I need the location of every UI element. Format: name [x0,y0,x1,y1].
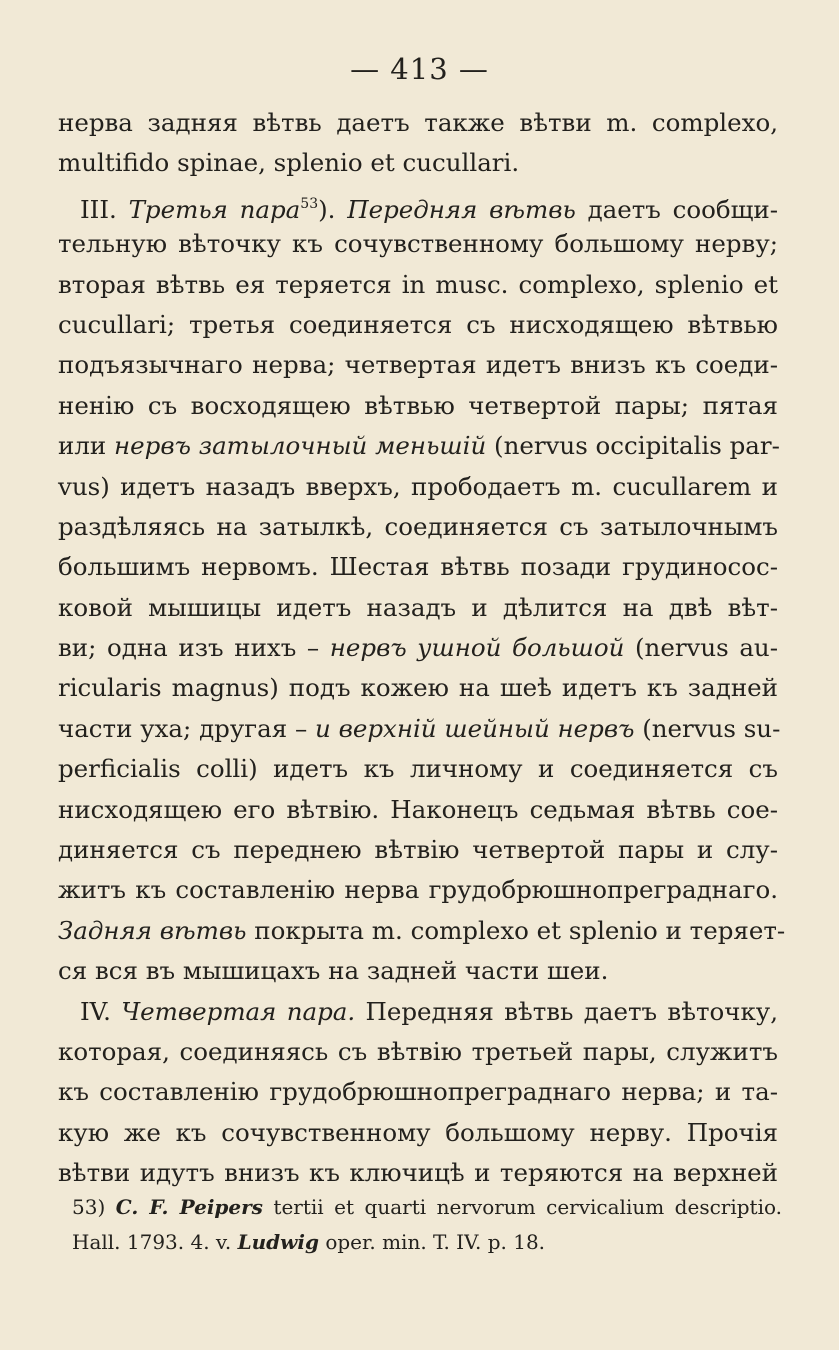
italic-term: Ludwig [237,1230,319,1254]
body-line [58,184,778,224]
body-line [58,426,778,466]
body-line [58,1153,778,1193]
text-run: вторая вѣтвь ея теряется in musc. complexo, splenio et [58,269,778,299]
text-run: Передняя вѣтвь даетъ вѣточку, [355,996,778,1026]
italic-term: Четвертая пара. [121,996,356,1026]
italic-term: и верхній шейный нервъ [315,713,635,743]
body-line [58,830,778,870]
text-run: ковой мышицы идетъ назадъ и дѣлится на двѣ вѣт- [58,592,778,622]
text-run: III. [80,194,129,224]
body-line [58,547,778,587]
footnote-line [72,1190,782,1225]
body-line [58,588,778,628]
text-run: кую же къ сочувственному большому нерву. Прочія [58,1117,778,1147]
text-run: tertii et quarti nervorum cervicalium descriptio. [262,1195,783,1219]
text-run: нисходящею его вѣтвію. Наконецъ седьмая вѣтвь сое- [58,794,778,824]
body-line [58,870,778,910]
body-line [58,467,778,507]
footnote-line [72,1225,782,1260]
text-run: диняется съ переднею вѣтвію четвертой пары и слу- [58,835,778,865]
body-line [58,1072,778,1112]
body-text [58,103,786,1194]
text-run: подъязычнаго нерва; четвертая идетъ внизъ къ соеди- [58,350,778,380]
text-run: покрыта m. complexo et splenio и теряет- [246,915,786,945]
text-run: даетъ сообщи- [575,194,778,224]
footnote [72,1190,782,1260]
body-line [58,749,778,789]
text-run: части уха; другая – [58,713,315,743]
text-run: ви; одна изъ нихъ – [58,633,330,663]
body-line [58,265,778,305]
body-line [58,668,778,708]
body-line [58,951,778,991]
body-line [58,628,778,668]
text-run: тельную вѣточку къ сочувственному большому нерву; [58,229,778,259]
text-run: вѣтви идутъ внизъ къ ключицѣ и теряются на верхней [58,1158,778,1188]
text-run: (nervus au- [624,633,778,663]
text-run: къ составленію грудобрюшнопреграднаго нерва; и та- [58,1077,778,1107]
body-line [58,103,778,143]
body-line [58,1113,778,1153]
text-run: (nervus occipitalis par- [486,431,780,461]
body-line [58,507,778,547]
text-run: ненію съ восходящею вѣтвью четвертой пары; пятая [58,390,778,420]
text-run: vus) идетъ назадъ вверхъ, прободаетъ m. cucullarem и [58,471,778,501]
body-line [58,992,778,1032]
italic-term: C. F. Peipers [115,1195,263,1219]
page-number: — 413 — [350,52,489,86]
text-run: perficialis colli) идетъ къ личному и соединяется съ [58,754,778,784]
text-run: Hall. 1793. 4. v. [72,1230,238,1254]
footnote-marker: 53 [300,195,319,212]
paragraph [58,992,778,1194]
italic-term: Передняя вѣтвь [347,194,576,224]
paragraph [58,103,778,184]
body-line [58,345,778,385]
text-run: ricularis magnus) подъ кожею на шеѣ идетъ къ задней [58,673,778,703]
italic-term: нервъ затылочный меньшій [114,431,487,461]
body-line [58,911,786,951]
text-run: IV. [80,996,122,1026]
paragraph [58,184,786,992]
text-run: multifido spinae, splenio et cucullari. [58,148,520,178]
text-run: ся вся въ мышицахъ на задней части шеи. [58,956,609,986]
text-run: нерва задняя вѣтвь даетъ также вѣтви m. complexo, [58,108,778,137]
text-run: ). [318,194,348,224]
body-line [58,305,778,345]
text-run: житъ къ составленію нерва грудобрюшнопреграднаго. [58,875,778,905]
text-run: большимъ нервомъ. Шестая вѣтвь позади грудиносос- [58,552,778,582]
text-run: 53) [72,1195,116,1219]
italic-term: нервъ ушной большой [329,633,625,663]
body-line [58,386,778,426]
text-run: раздѣляясь на затылкѣ, соединяется съ затылочнымъ [58,511,778,541]
body-line [58,1032,778,1072]
text-run: или [58,431,115,461]
text-run: oper. min. T. IV. p. 18. [318,1230,546,1254]
text-run: которая, соединяясь съ вѣтвію третьей пары, служитъ [58,1036,778,1066]
text-run: cucullari; третья соединяется съ нисходящею вѣтвью [58,309,778,339]
body-line [58,143,778,183]
body-line [58,709,781,749]
italic-term: Третья пара [128,194,301,224]
text-run: (nervus su- [634,713,781,743]
italic-term: Задняя вѣтвь [58,915,247,945]
body-line [58,790,778,830]
body-line [58,224,778,264]
